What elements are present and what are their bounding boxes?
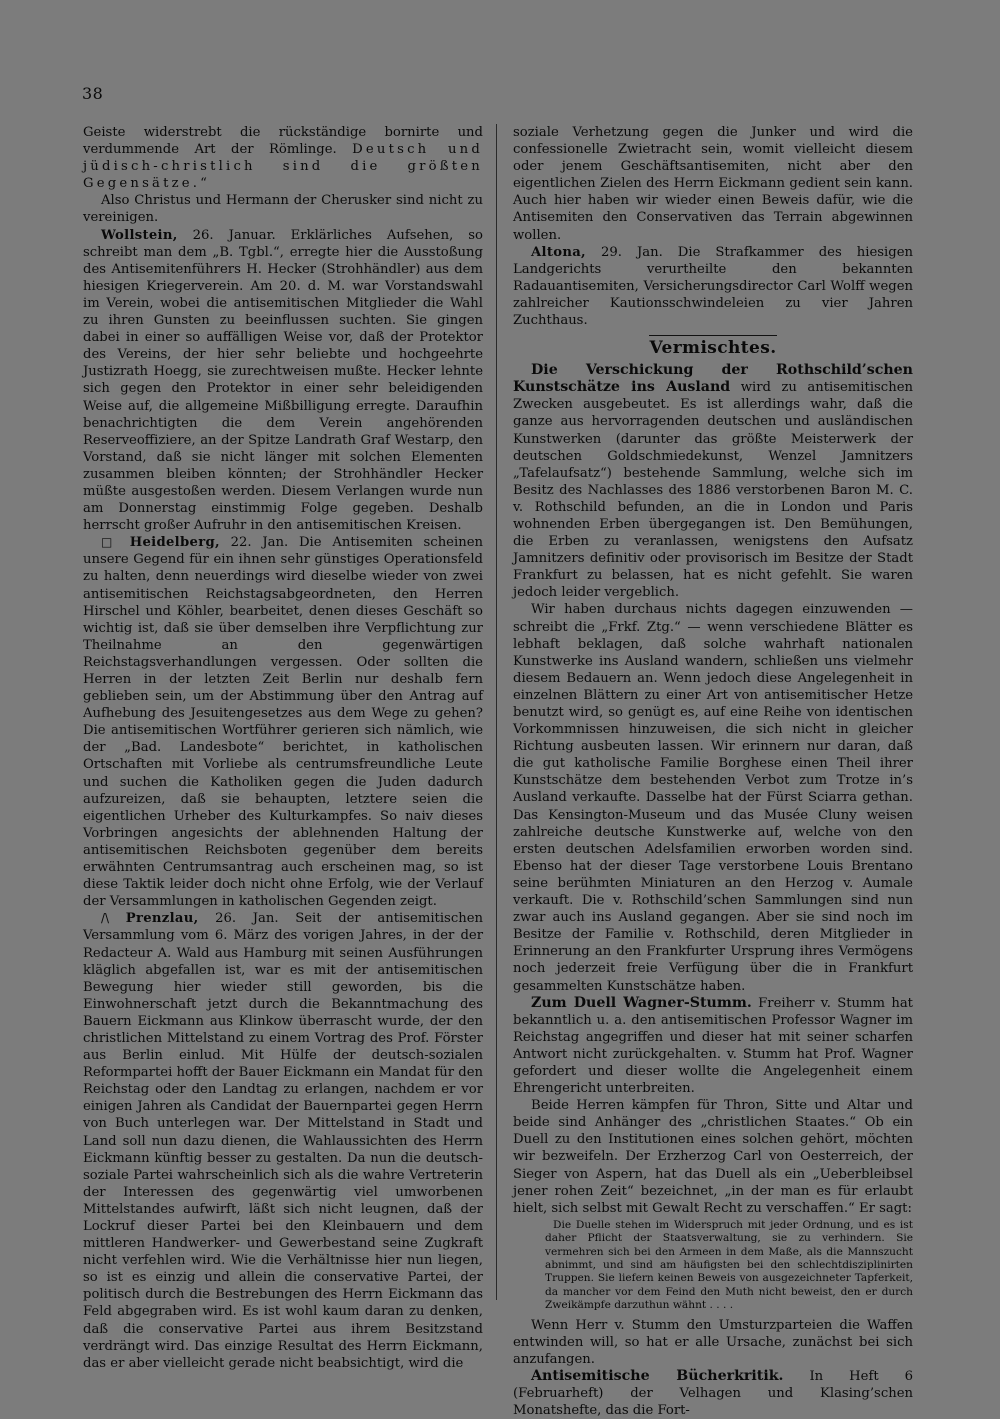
article-prenzlau (83, 910, 483, 1372)
article-rothschild-paragraph: Wir haben durchaus nichts dagegen einzuwenden — schreibt die „Frkf. Ztg.“ — wenn verschiedene Blätter es lebhaft beklagen, daß solche wahrhaft nationalen Kunstwerke ins Ausland wandern, schließen uns vielmehr diesem Bedauern an. Wenn jedoch diese Angelegenheit in einzelnen Blättern zu einer Art von antisemitischer Hetze benutzt wird, so genügt es, auf eine Reihe von identischen Vorkommnissen hinzuweisen, die sich nicht in gleicher Richtung ausbeuten lassen. Wir erinnern nur daran, daß die gut katholische Familie Borghese einen Theil ihrer Kunstschätze dem bestehenden Verbot zum Trotze in’s Ausland verkaufte. Dasselbe hat der Fürst Sciarra gethan. Das Kensington-Museum und das Musée Cluny weisen zahlreiche deutsche Kunstwerke auf, welche von den ersten deutschen Adelsfamilien erworben worden sind. Ebenso hat der dieser Tage verstorbene Louis Brentano seine berühmten Miniaturen an den Herzog v. Aumale verkauft. Die v. Rothschild’schen Sammlungen sind nun zwar auch ins Ausland gegangen. Aber sie sind noch im Besitze der Familie v. Rothschild, deren Mitglieder in Erinnerung an den Frankfurter Ursprung ihres Vermögens noch jederzeit freie Verfügung über die in Frankfurt gesammelten Kunstschätze haben. (513, 602, 913, 994)
article-kritik-text: In Heft 6 (Februarheft) der Velhagen und Klasing’schen Monatshefte, das die Fort- (513, 1368, 913, 1419)
column-divider (496, 124, 497, 1300)
dateline-heidelberg: Heidelberg, (129, 535, 220, 551)
article-prenzlau-text: 26. Jan. Seit der antisemitischen Versammlung vom 6. März des vorigen Jahres, in der der Redacteur A. Wald aus Hamburg mit seinen Ausführungen kläglich abgefallen ist, war es mit der antisemitischen Bewegung hier wieder still geworden, bis die Einwohnerschaft jetzt durch die Bekanntmachung des Bauern Eickmann aus Klinkow überrascht wurde, der den christlichen Mittelstand zu einem Vortrag des Prof. Förster aus Berlin einlud. Mit Hülfe der deutsch-sozialen Reformpartei hofft der Bauer Eickmann ein Mandat für den Reichstag oder den Landtag zu erlangen, nachdem er vor einigen Jahren als Candidat der Bauernpartei gegen Herrn von Buch unterlegen war. Der Mittelstand in Stadt und Land soll nun dazu dienen, die Wahlaussichten des Herrn Eickmann künftig besser zu gestalten. Da nun die deutsch-soziale Partei wahrscheinlich sich als die wahre Vertreterin der Interessen des gegenwärtig viel umworbenen Mittelstandes aufwirft, läßt sich nicht leugnen, daß der Lockruf dieser Partei bei den Kleinbauern und dem mittleren Handwerker- und Gewerbestand seine Zugkraft nicht verfehlen wird. Wie die Verhältnisse hier nun liegen, so ist es einzig und allein die conservative Partei, der politisch durch die Bestrebungen des Herrn Eickmann das Feld abgegraben wird. Es ist wohl kaum daran zu denken, daß die conservative Partei aus ihrem Besitzstand verdrängt wird. Das einzige Resultat des Herrn Eickmann, das er aber vielleicht gerade nicht beabsichtigt, wird die (83, 911, 483, 1371)
section-title: Vermischtes. (649, 335, 776, 358)
closing-paragraph: Also Christus und Hermann der Cherusker sind nicht zu vereinigen. (83, 193, 483, 226)
article-duell-closing: Wenn Herr v. Stumm den Umsturzparteien die Waffen entwinden will, so hat er alle Ursache, zunächst bei sich anzufangen. (513, 1317, 913, 1367)
article-continuation: soziale Verhetzung gegen die Junker und wird die confessionelle Zwietracht sein, womit vielleicht diesem oder jenem Geschäftsantisemiten, nicht aber den eigentlichen Zielen des Herrn Eickmann gedient sein kann. Auch hier haben wir wieder einen Beweis dafür, wie die Antisemiten den Conservativen das Terrain abgewinnen wollen. (513, 125, 913, 243)
right-column (513, 124, 913, 1419)
left-column (83, 124, 483, 1372)
correspondent-mark: □ (101, 535, 119, 550)
quoted-passage: Die Duelle stehen im Widerspruch mit jeder Ordnung, und es ist daher Pflicht der Staatsverwaltung, sie zu verhindern. Sie vermehren sich bei den Armeen in dem Maße, als die Mannszucht abnimmt, und sind am häufigsten bei den schlechtdisziplinirten Truppen. Sie liefern keinen Beweis von ausgezeichneter Tapferkeit, da mancher vor dem Feind den Muth nicht beweist, den er durch Zweikämpfe darzuthun wähnt . . . . (545, 1218, 913, 1312)
article-kritik (513, 1368, 913, 1419)
article-rothschild-text: wird zu antisemitischen Zwecken ausgebeutet. Es ist allerdings wahr, daß die ganze aus hervorragenden deutschen und ausländischen Kunstwerken (darunter das größte Meisterwerk der deutschen Goldschmiedekunst, Wenzel Jamnitzers „Tafelaufsatz“) bestehende Sammlung, welche sich im Besitz des Nachlasses des 1886 verstorbenen Baron M. C. v. Rothschild befunden, an die in London und Paris wohnenden Erben übergegangen ist. Den Bemühungen, die Erben zu veranlassen, wenigstens den Aufsatz Jamnitzers definitiv oder provisorisch im Besitze der Stadt Frankfurt zu belassen, hat es nicht gefehlt. Sie waren jedoch leider vergeblich. (513, 380, 913, 601)
article-heidelberg (83, 534, 483, 910)
page-number: 38 (82, 84, 104, 103)
spaced-quote: Deutsch und jüdisch-christlich sind die größten Gegensätze.“ (83, 142, 483, 192)
article-duell-text: Freiherr v. Stumm hat bekanntlich u. a. den antisemitischen Professor Wagner im Reichstag angegriffen und dieser hat mit seiner scharfen Antwort nicht zurückgehalten. v. Stumm hat Prof. Wagner gefordert und dieser wollte die Angelegenheit einem Ehrengericht unterbreiten. (513, 995, 913, 1097)
correspondent-mark: /\ (101, 911, 110, 926)
article-heidelberg-text: 22. Jan. Die Antisemiten scheinen unsere Gegend für ein ihnen sehr günstiges Operationsfeld zu halten, denn neuerdings wird dieselbe wieder von zwei antisemitischen Reichstagsabgeordneten, den Herren Hirschel und Köhler, bearbeitet, denen dieses Geschäft so wichtig ist, daß sie über demselben ihre Verpflichtung zur Theilnahme an den gegenwärtigen Reichstagsverhandlungen vergessen. Oder sollten die Herren in der letzten Zeit Berlin nur deshalb fern geblieben sein, um der Abstimmung über den Antrag auf Aufhebung des Jesuitengesetzes aus dem Wege zu gehen? Die antisemitischen Wortführer gerieren sich nämlich, wie der „Bad. Landesbote“ berichtet, in katholischen Ortschaften mit Vorliebe als centrumsfreundliche Leute und suchen die Katholiken gegen die Juden dadurch aufzureizen, daß sie behaupten, letztere seien die eigentlichen Urheber des Kulturkampfes. So naiv dieses Vorbringen angesichts der ablehnenden Haltung der antisemitischen Reichsboten gegenüber dem bereits erwähnten Centrumsantrag auch erscheinen mag, so ist diese Taktik leider doch nicht ohne Erfolg, wie der Verlauf der Versammlungen in katholischen Gegenden zeigt. (83, 535, 483, 910)
headline-duell: Zum Duell Wagner-Stumm. (531, 994, 752, 1011)
article-rothschild (513, 362, 913, 601)
dateline-prenzlau: Prenzlau, (125, 911, 199, 927)
article-continuation (83, 124, 483, 192)
article-altona-text: 29. Jan. Die Strafkammer des hiesigen Landgerichts verurtheilte den bekannten Radauantisemiten, Versicherungsdirector Carl Wolff wegen zahlreicher Kautionsschwindeleien zu vier Jahren Zuchthaus. (513, 244, 913, 329)
article-duell-paragraph: Beide Herren kämpfen für Thron, Sitte und Altar und beide sind Anhänger des „christlichen Staates.“ Ob ein Duell zu den Institutionen eines solchen gehört, möchten wir bezweifeln. Der Erzherzog Carl von Oesterreich, der Sieger von Aspern, hat das Duell als ein „Ueberbleibsel jener rohen Zeit“ bezeichnet, „in der man es für erlaubt hielt, sich selbst mit Gewalt Recht zu verschaffen.“ Er sagt: (513, 1098, 913, 1216)
section-heading (513, 335, 913, 358)
headline-kritik: Antisemitische Bücherkritik. (531, 1367, 784, 1384)
article-altona (513, 244, 913, 329)
article-wollstein (83, 227, 483, 535)
article-duell (513, 995, 913, 1098)
headline-rothschild: Die Verschickung der Rothschild’schen Kunstschätze ins Ausland (513, 362, 913, 396)
dateline-altona: Altona, (531, 244, 586, 260)
dateline-wollstein: Wollstein, (101, 227, 178, 243)
article-continuation-text: Geiste widerstrebt die rückständige bornirte und verdummende Art der Römlinge. (83, 125, 483, 158)
article-wollstein-text: 26. Januar. Erklärliches Aufsehen, so schreibt man dem „B. Tgbl.“, erregte hier die Ausstoßung des Antisemitenführers H. Hecker (Strohhändler) aus dem hiesigen Kriegerverein. Am 20. d. M. war Vorstandswahl im Verein, wobei die antisemitischen Mitglieder die Wahl zu ihren Gunsten zu beeinflussen suchten. Sie gingen dabei in einer so auffälligen Weise vor, daß der Protektor des Vereins, der hier sehr beliebte und hochgeehrte Justizrath Hoegg, sie zurechtweisen mußte. Hecker lehnte sich gegen den Protektor in einer sehr beleidigenden Weise auf, die allgemeine Mißbilligung erregte. Daraufhin benachrichtigten die dem Verein angehörenden Reserveoffiziere, an der Spitze Landrath Graf Westarp, den Vorstand, daß sie nicht länger mit solchen Elementen zusammen bleiben könnten; der Strohhändler Hecker müßte ausgestoßen werden. Diesem Verlangen wurde nun am Donnerstag einstimmig Folge gegeben. Deshalb herrscht großer Aufruhr in den antisemitischen Kreisen. (83, 227, 483, 534)
